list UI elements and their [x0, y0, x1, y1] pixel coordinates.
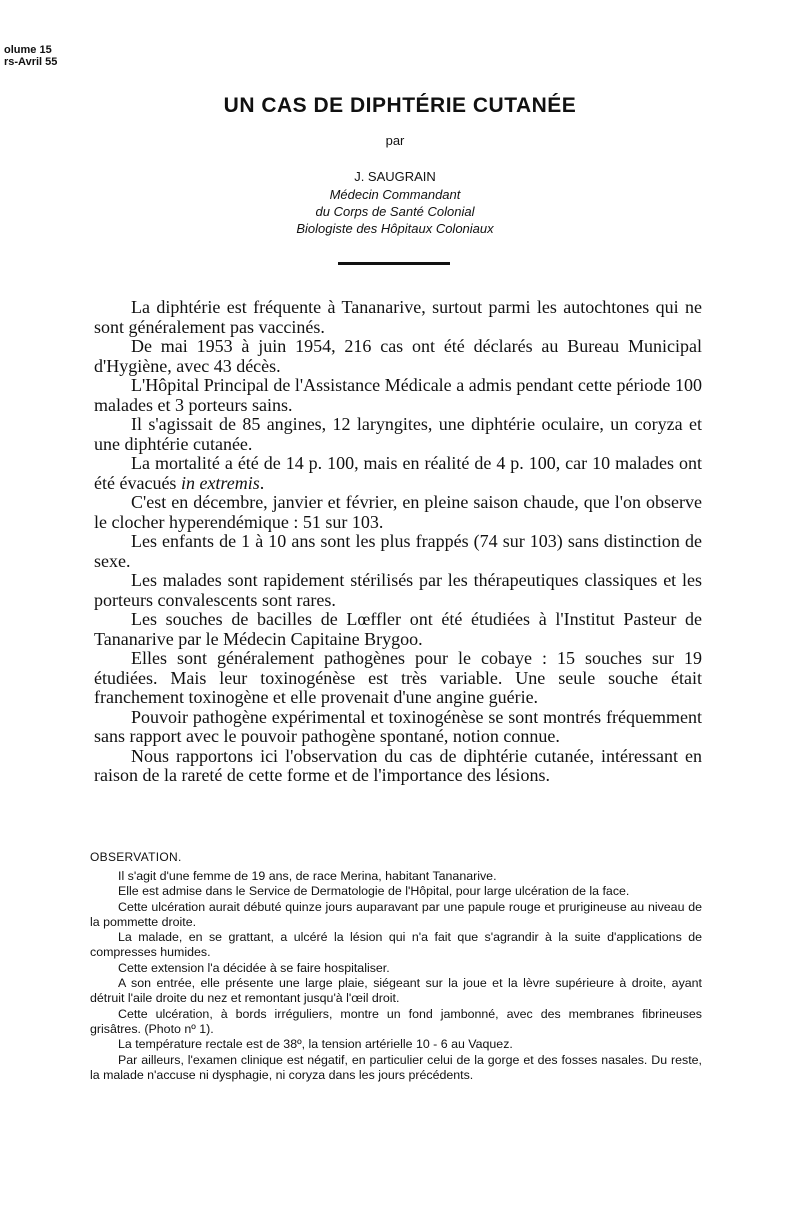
body-paragraph: Pouvoir pathogène expérimental et toxinogénèse se sont montrés fréquemment sans rapport avec le pouvoir pathogène spontané, notion connue.: [94, 706, 702, 746]
body-paragraph: Il s'agissait de 85 angines, 12 laryngites, une diphtérie oculaire, un coryza et une diphtérie cutanée.: [94, 414, 702, 454]
italic-phrase: in extremis: [180, 472, 260, 493]
body-paragraph: [94, 454, 702, 493]
body-paragraph: Nous rapportons ici l'observation du cas de diphtérie cutanée, intéressant en raison de la rareté de cette forme et de l'importance des lésions.: [94, 745, 702, 785]
author-name: J. SAUGRAIN: [354, 169, 436, 184]
observation-paragraph: Cette extension l'a décidée à se faire hospitaliser.: [118, 960, 390, 975]
observation-paragraph: Par ailleurs, l'examen clinique est négatif, en particulier celui de la gorge et des fosses nasales. Du reste, la malade n'accuse ni dysphagie, ni coryza dans les jours précédents.: [90, 1052, 702, 1082]
affiliation-line: Médecin Commandant: [329, 187, 461, 202]
affiliation-line: du Corps de Santé Colonial: [315, 204, 475, 219]
text-run: La mortalité a été de 14 p. 100, mais en réalité de 4 p. 100, car 10 malades ont été évacués: [94, 453, 702, 493]
observation-paragraph: Cette ulcération, à bords irréguliers, montre un fond jambonné, avec des membranes fibrineuses grisâtres. (Photo nº 1).: [90, 1006, 702, 1036]
observation-paragraph: La malade, en se grattant, a ulcéré la lésion qui n'a fait que s'agrandir à la suite d'applications de compresses humides.: [90, 930, 702, 960]
affiliation-line: Biologiste des Hôpitaux Coloniaux: [296, 221, 494, 236]
observation-paragraph: Elle est admise dans le Service de Dermatologie de l'Hôpital, pour large ulcération de la face.: [118, 884, 630, 899]
body-paragraph: L'Hôpital Principal de l'Assistance Médicale a admis pendant cette période 100 malades et 3 porteurs sains.: [94, 375, 702, 415]
article-title: UN CAS DE DIPHTÉRIE CUTANÉE: [223, 94, 577, 117]
body-paragraph: Les souches de bacilles de Lœffler ont été étudiées à l'Institut Pasteur de Tananarive par le Médecin Capitaine Brygoo.: [94, 609, 702, 649]
article-body: [94, 298, 702, 786]
observation-paragraph: Cette ulcération aurait débuté quinze jours auparavant par une papule rouge et prurigineuse au niveau de la pommette droite.: [90, 899, 702, 929]
running-head: [4, 44, 57, 68]
author-affiliation: [0, 186, 790, 237]
running-head-date: rs-Avril 55: [4, 56, 58, 68]
body-paragraph: Les malades sont rapidement stérilisés par les thérapeutiques classiques et les porteurs convalescents sont rares.: [94, 570, 702, 610]
observation-section: [90, 850, 702, 1083]
observation-paragraph: La température rectale est de 38º, la tension artérielle 10 - 6 au Vaquez.: [118, 1037, 513, 1052]
running-head-volume: olume 15: [4, 44, 52, 56]
body-paragraph: C'est en décembre, janvier et février, en pleine saison chaude, que l'on observe le clocher hyperendémique : 51 sur 103.: [94, 492, 702, 532]
byline: par: [385, 133, 405, 148]
body-paragraph: Les enfants de 1 à 10 ans sont les plus frappés (74 sur 103) sans distinction de sexe.: [94, 531, 702, 571]
body-paragraph: La diphtérie est fréquente à Tananarive, surtout parmi les autochtones qui ne sont généralement pas vaccinés.: [94, 297, 702, 337]
observation-heading: OBSERVATION.: [90, 850, 182, 864]
body-paragraph: De mai 1953 à juin 1954, 216 cas ont été déclarés au Bureau Municipal d'Hygiène, avec 43 décès.: [94, 336, 702, 376]
observation-paragraph: Il s'agit d'une femme de 19 ans, de race Merina, habitant Tananarive.: [118, 869, 497, 883]
text-run: .: [259, 472, 265, 493]
observation-paragraph: A son entrée, elle présente une large plaie, siégeant sur la joue et la lèvre supérieure à droite, ayant détruit l'aile droite du nez et remontant jusqu'à l'œil droit.: [90, 976, 702, 1006]
body-paragraph: Elles sont généralement pathogènes pour le cobaye : 15 souches sur 19 étudiées. Mais leur toxinogénèse est très variable. Une seule souche était franchement toxinogène et elle provenait d'une angine guérie.: [94, 648, 702, 707]
title-divider: [338, 262, 450, 265]
